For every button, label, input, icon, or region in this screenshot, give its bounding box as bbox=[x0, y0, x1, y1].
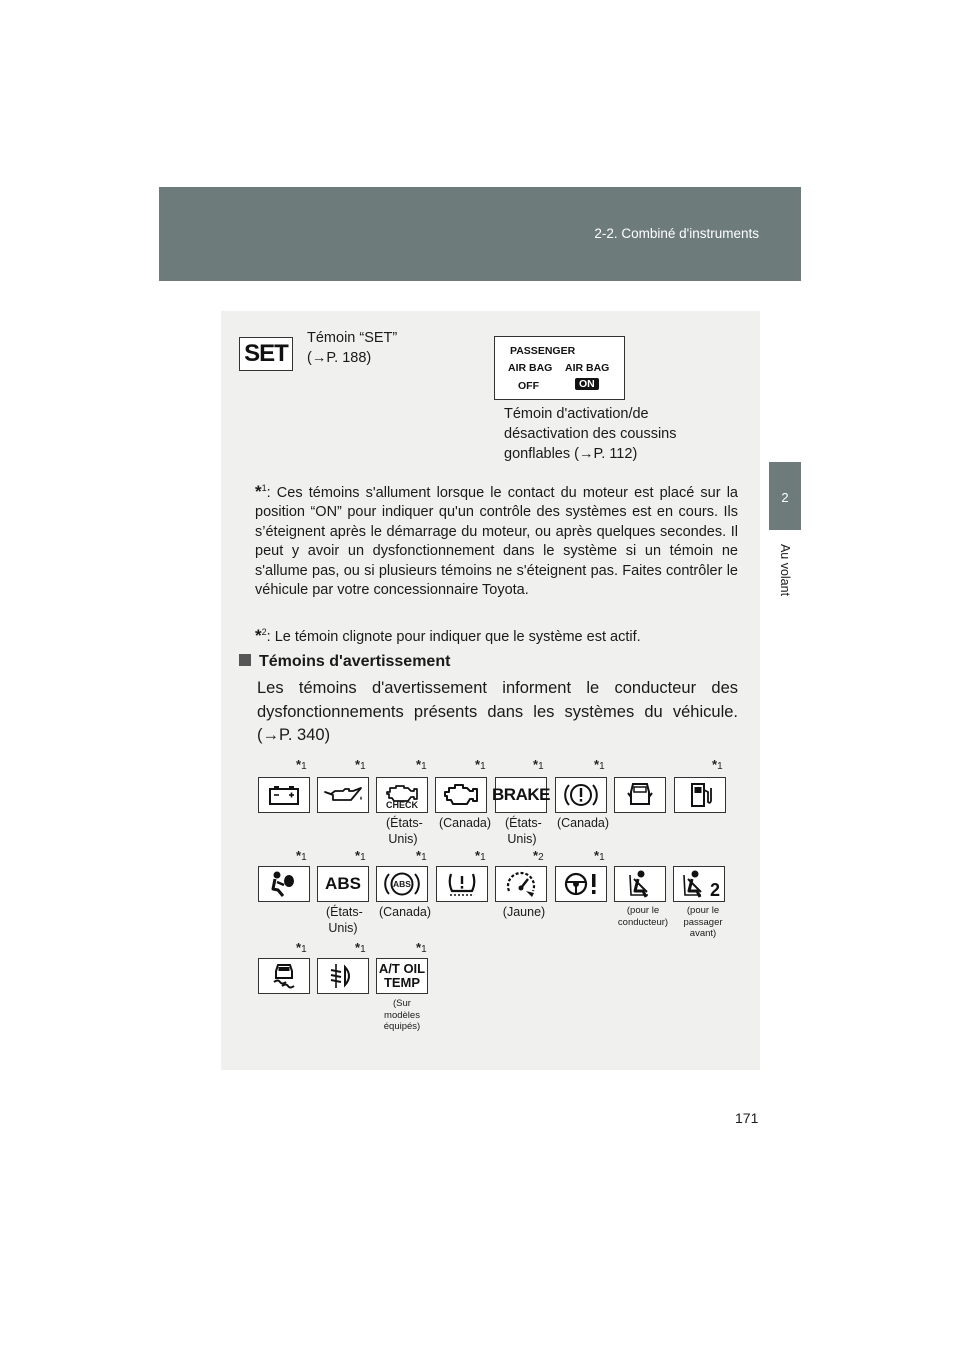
chapter-label bbox=[769, 538, 801, 602]
srs-airbag-icon bbox=[258, 866, 310, 902]
footnote-marker: *1 bbox=[355, 757, 366, 772]
section-heading: Témoins d'avertissement bbox=[239, 653, 450, 671]
caption-canada: (Canada) bbox=[556, 816, 610, 830]
footnote-marker: *1 bbox=[355, 940, 366, 955]
slip-indicator-icon bbox=[258, 958, 310, 994]
caption-us: (États-Unis) bbox=[505, 816, 542, 846]
check-engine-icon: CHECK bbox=[376, 777, 428, 813]
abs-us-icon: ABS bbox=[317, 866, 369, 902]
airbag-caption-2: désactivation des coussins bbox=[504, 426, 677, 442]
caption-yellow: (Jaune) bbox=[502, 905, 546, 919]
footnote-marker: *1 bbox=[296, 757, 307, 772]
caption-driver: (pour le conducteur) bbox=[617, 905, 669, 928]
section-header bbox=[159, 187, 801, 281]
set-indicator-ref: (→P. 188) bbox=[307, 350, 372, 366]
airbag-indicator-icon: PASSENGER AIR BAG AIR BAG OFF ON bbox=[494, 336, 625, 400]
headlight-leveling-icon bbox=[317, 958, 369, 994]
driver-seatbelt-icon bbox=[614, 866, 666, 902]
warning-paragraph: Les témoins d'avertissement informent le conducteur des dysfonctionnements présents dans les systèmes du véhicule. (→P. 340) bbox=[257, 679, 738, 744]
tire-pressure-icon bbox=[436, 866, 488, 902]
footnote-marker: *1 bbox=[416, 757, 427, 772]
chapter-tab bbox=[769, 462, 801, 530]
footnote-marker: *1 bbox=[533, 757, 544, 772]
caption-canada: (Canada) bbox=[378, 905, 432, 919]
caption-passenger: (pour le passager avant) bbox=[683, 905, 723, 939]
footnote-2: *$^2$: Le témoin clignote pour indiquer que le système est actif. bbox=[255, 625, 641, 645]
footnote-marker: *1 bbox=[712, 757, 723, 772]
abs-canada-icon: ABS bbox=[376, 866, 428, 902]
footnote-marker: *1 bbox=[416, 940, 427, 955]
chapter-label-text: Au volant bbox=[778, 543, 792, 597]
low-fuel-icon bbox=[674, 777, 726, 813]
footnote-marker: *1 bbox=[416, 848, 427, 863]
footnote-marker: *1 bbox=[296, 848, 307, 863]
footnote-marker: *1 bbox=[355, 848, 366, 863]
engine-malfunction-icon bbox=[435, 777, 487, 813]
caption-us: (États-Unis) bbox=[326, 905, 363, 935]
cruise-control-icon bbox=[495, 866, 547, 902]
footnote-1: *$^1$: Ces témoins s'allument lorsque le contact du moteur est placé sur la position “ON” pour indiquer qu'un contrôle des systèmes est en cours. Ils s’éteignent après le démarrage du moteur, ou après quelques secondes. Il peut y avoir un dysfonctionnement dans le système si un témoin ne s'allume pas, ou si plusieurs témoins ne s'éteignent pas. Faites contrôler le véhicule par votre concessionnaire Toyota. bbox=[255, 481, 738, 599]
caption-equipped-models: (Sur modèles équipés) bbox=[383, 998, 421, 1032]
power-steering-icon bbox=[555, 866, 607, 902]
caption-us: (États-Unis) bbox=[386, 816, 423, 846]
at-oil-temp-icon: A/T OIL TEMP bbox=[376, 958, 428, 994]
footnote-marker: *1 bbox=[296, 940, 307, 955]
page-number: 171 bbox=[735, 1110, 759, 1126]
door-open-icon bbox=[614, 777, 666, 813]
caption-canada: (Canada) bbox=[438, 816, 492, 830]
airbag-caption-1: Témoin d'activation/de bbox=[504, 406, 649, 422]
set-indicator-icon: SET bbox=[239, 337, 293, 371]
oil-pressure-icon bbox=[317, 777, 369, 813]
footnote-marker: *1 bbox=[594, 848, 605, 863]
footnote-marker: *2 bbox=[533, 848, 544, 863]
passenger-seatbelt-icon: 2 bbox=[673, 866, 725, 902]
battery-warning-icon bbox=[258, 777, 310, 813]
footnote-marker: *1 bbox=[475, 848, 486, 863]
footnote-marker: *1 bbox=[475, 757, 486, 772]
square-bullet-icon bbox=[239, 654, 251, 666]
footnote-marker: *1 bbox=[594, 757, 605, 772]
set-indicator-label: Témoin “SET” bbox=[307, 330, 398, 346]
brake-system-icon bbox=[555, 777, 607, 813]
airbag-caption-3: gonflables (→P. 112) bbox=[504, 446, 638, 462]
section-title: 2-2. Combiné d'instruments bbox=[594, 226, 759, 241]
chapter-number: 2 bbox=[781, 490, 789, 505]
brake-warning-icon: BRAKE bbox=[495, 777, 547, 813]
